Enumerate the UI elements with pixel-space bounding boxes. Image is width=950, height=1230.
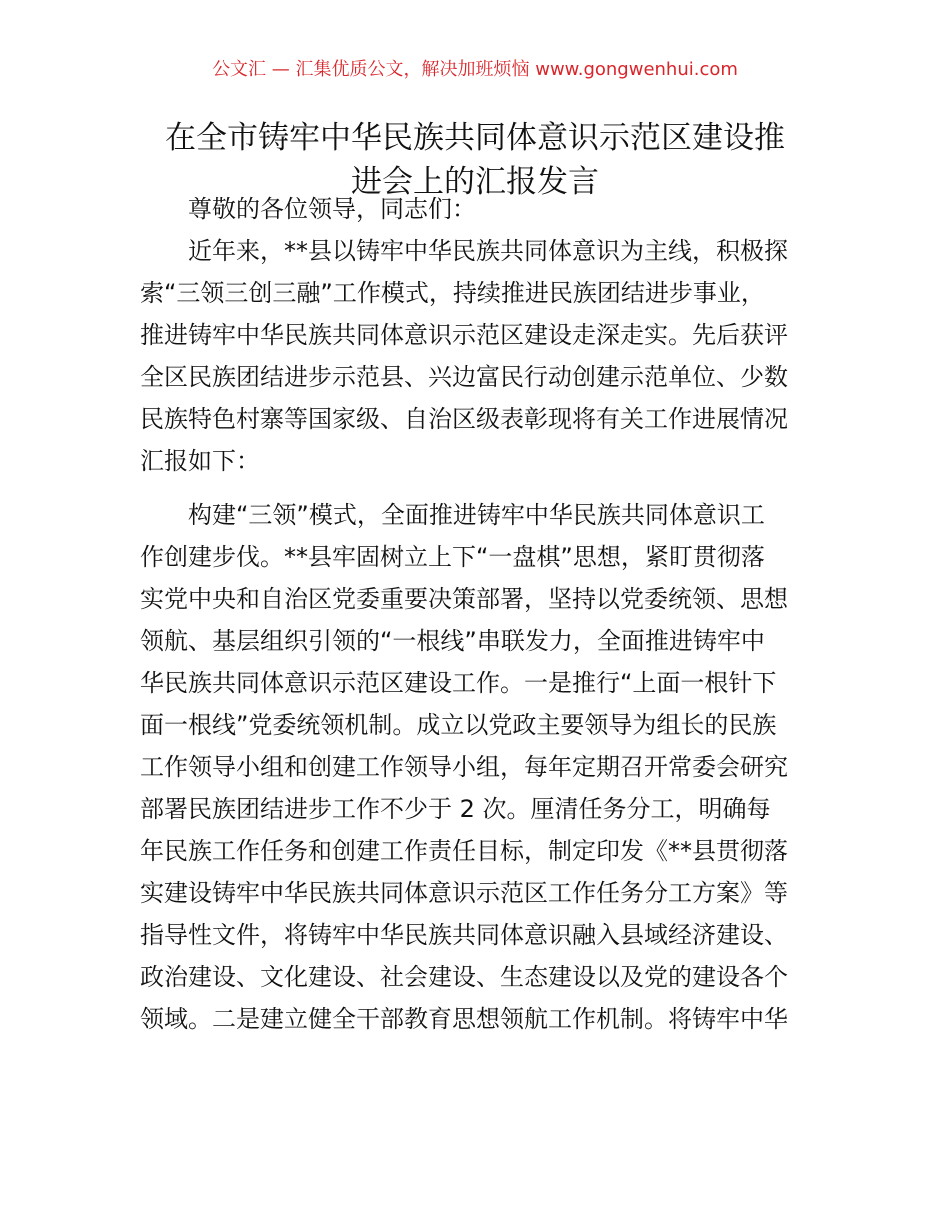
paragraph-2 <box>140 494 820 1040</box>
paragraph-line: 民族特色村寨等国家级、自治区级表彰现将有关工作进展情况 <box>140 405 788 433</box>
paragraph-line: 全区民族团结进步示范县、兴边富民行动创建示范单位、少数 <box>140 363 788 391</box>
paragraph-line: 部署民族团结进步工作不少于 2 次。厘清任务分工，明确每 <box>140 795 771 823</box>
document-body <box>140 188 820 1040</box>
paragraph-line: 年民族工作任务和创建工作责任目标，制定印发《**县贯彻落 <box>140 837 788 865</box>
salutation: 尊敬的各位领导，同志们： <box>188 195 476 223</box>
paragraph-line: 领航、基层组织引领的“一根线”串联发力，全面推进铸牢中 <box>140 627 765 655</box>
title-line-2: 进会上的汇报发言 <box>351 164 599 200</box>
paragraph-line: 指导性文件，将铸牢中华民族共同体意识融入县域经济建设、 <box>140 921 788 949</box>
paragraph-line: 汇报如下： <box>140 447 260 475</box>
paragraph-line: 实党中央和自治区党委重要决策部署，坚持以党委统领、思想 <box>140 585 788 613</box>
paragraph-line: 近年来，**县以铸牢中华民族共同体意识为主线，积极探 <box>188 237 788 265</box>
paragraph-line: 推进铸牢中华民族共同体意识示范区建设走深走实。先后获评 <box>140 321 788 349</box>
paragraph-line: 索“三领三创三融”工作模式，持续推进民族团结进步事业， <box>140 279 765 307</box>
paragraph-line: 作创建步伐。**县牢固树立上下“一盘棋”思想，紧盯贯彻落 <box>140 543 765 571</box>
paragraph-line: 面一根线”党委统领机制。成立以党政主要领导为组长的民族 <box>140 711 777 739</box>
paragraph-spacer <box>140 482 820 494</box>
paragraph-line: 实建设铸牢中华民族共同体意识示范区工作任务分工方案》等 <box>140 879 788 907</box>
paragraph-1 <box>140 230 820 482</box>
paragraph-line: 领域。二是建立健全干部教育思想领航工作机制。将铸牢中华 <box>140 1005 788 1033</box>
paragraph-line: 构建“三领”模式，全面推进铸牢中华民族共同体意识工 <box>188 501 765 529</box>
site-banner[interactable]: 公文汇 — 汇集优质公文，解决加班烦恼 www.gongwenhui.com <box>212 59 738 80</box>
paragraph-line: 政治建设、文化建设、社会建设、生态建设以及党的建设各个 <box>140 963 788 991</box>
paragraph-line: 工作领导小组和创建工作领导小组，每年定期召开常委会研究 <box>140 753 788 781</box>
paragraph-line: 华民族共同体意识示范区建设工作。一是推行“上面一根针下 <box>140 669 777 697</box>
title-line-1: 在全市铸牢中华民族共同体意识示范区建设推 <box>165 120 785 156</box>
